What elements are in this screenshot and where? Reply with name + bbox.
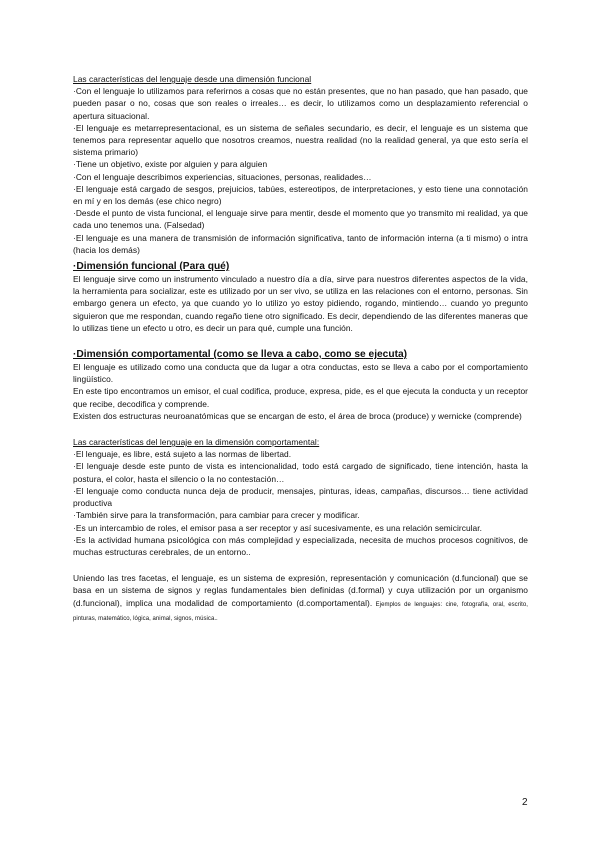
list-item: ·Es la actividad humana psicológica con más complejidad y especializada, necesita de muchos procesos cognitivos, de muchas estructuras cerebrales, de un entorno.. — [73, 534, 528, 557]
list-item: ·Es un intercambio de roles, el emisor pasa a ser receptor y así sucesivamente, es una relación semicircular. — [73, 522, 483, 533]
section-heading-behavioral-characteristics: Las características del lenguaje en la dimensión comportamental: — [73, 437, 320, 448]
conclusion-paragraph — [73, 572, 528, 625]
examples-text: Ejemplos de lenguajes: cine, fotografía, oral, escrito, pinturas, matemático, lógica, animal, signos, música.. — [73, 601, 528, 622]
list-item: ·El lenguaje es metarrepresentacional, es un sistema de señales secundario, es decir, el lenguaje es un sistema que tenemos para representar aquello que nosotros creamos, nuestra realidad (no la realidad general, ya que esto sería el sistema primario) — [73, 122, 528, 158]
list-item: ·El lenguaje, es libre, está sujeto a las normas de libertad. — [73, 449, 292, 460]
list-item: ·Con el lenguaje describimos experiencias, situaciones, personas, realidades… — [73, 171, 372, 182]
section-heading-functional-dimension: ·Dimensión funcional (Para qué) — [73, 261, 230, 273]
list-item: ·El lenguaje como conducta nunca deja de producir, mensajes, pinturas, ideas, campañas, discursos… tiene actividad productiva — [73, 485, 528, 509]
list-item: ·Con el lenguaje lo utilizamos para referirnos a cosas que no están presentes, que no han pasado, que han pasado, que pueden pasar o no, cosas que son reales o irreales… es decir, lo utilizamos como un desplazamiento referencial o apertura situacional. — [73, 86, 528, 121]
document-page — [73, 73, 528, 625]
list-item: ·También sirve para la transformación, para cambiar para crecer y modificar. — [73, 510, 360, 521]
conclusion-text: Uniendo las tres facetas, el lenguaje, es un sistema de expresión, representación y comunicación (d.funcional) que se basa en un sistema de signos y reglas fundamentales bien definidas (d.formal) y cuya utilización por un organismo (d.funcional), implica una modalidad de comportamiento (d.comportamental). — [73, 573, 528, 608]
paragraph: El lenguaje sirve como un instrumento vinculado a nuestro día a día, sirve para nuestros diferentes aspectos de la vida, la herramienta para socializar, este es utilizado por un ser vivo, se utiliza en las relaciones con el entorno, personas. Sin embargo genera un efecto, ya que cuando yo lo utilizo yo estoy pidiendo, rogando, mintiendo… cuando yo pregunto siguieron que me respondan, cuando regaño tiene otro significado. Es decir, dependiendo de las diferentes maneras que lo utilizas tiene un efecto u otro, es decir un para qué, cumple una función. — [73, 274, 528, 333]
paragraph: El lenguaje es utilizado como una conducta que da lugar a otra conductas, esto se lleva a cabo por el comportamiento lingüístico. — [73, 362, 528, 385]
section-heading-behavioral-dimension: ·Dimensión comportamental (como se lleva a cabo, como se ejecuta) — [73, 349, 408, 361]
section-heading-functional-characteristics: Las características del lenguaje desde una dimensión funcional — [73, 74, 312, 84]
paragraph: En este tipo encontramos un emisor, el cual codifica, produce, expresa, pide, es el que ejecuta la conducta y un receptor que recibe, decodifica y comprende. — [73, 386, 528, 409]
list-item: ·El lenguaje es una manera de transmisión de información significativa, tanto de información interna (a ti mismo) o intra (hacia los demás) — [73, 232, 528, 255]
list-item: ·El lenguaje desde este punto de vista es intencionalidad, todo está cargado de significado, tiene intención, hasta la postura, el color, hasta el silencio o la no contestación… — [73, 461, 528, 484]
paragraph: Existen dos estructuras neuroanatómicas que se encargan de esto, el área de broca (produce) y wernicke (comprende) — [73, 410, 522, 421]
list-item: ·Tiene un objetivo, existe por alguien y para alguien — [73, 159, 268, 170]
page-number: 2 — [522, 797, 528, 808]
list-item: ·Desde el punto de vista funcional, el lenguaje sirve para mentir, desde el momento que yo transmito mi realidad, ya que cada uno tenemos una. (Falsedad) — [73, 208, 528, 231]
list-item: ·El lenguaje está cargado de sesgos, prejuicios, tabúes, estereotipos, de interpretaciones, y esto tiene una connotación en mí y en los demás (ese chico negro) — [73, 183, 528, 207]
